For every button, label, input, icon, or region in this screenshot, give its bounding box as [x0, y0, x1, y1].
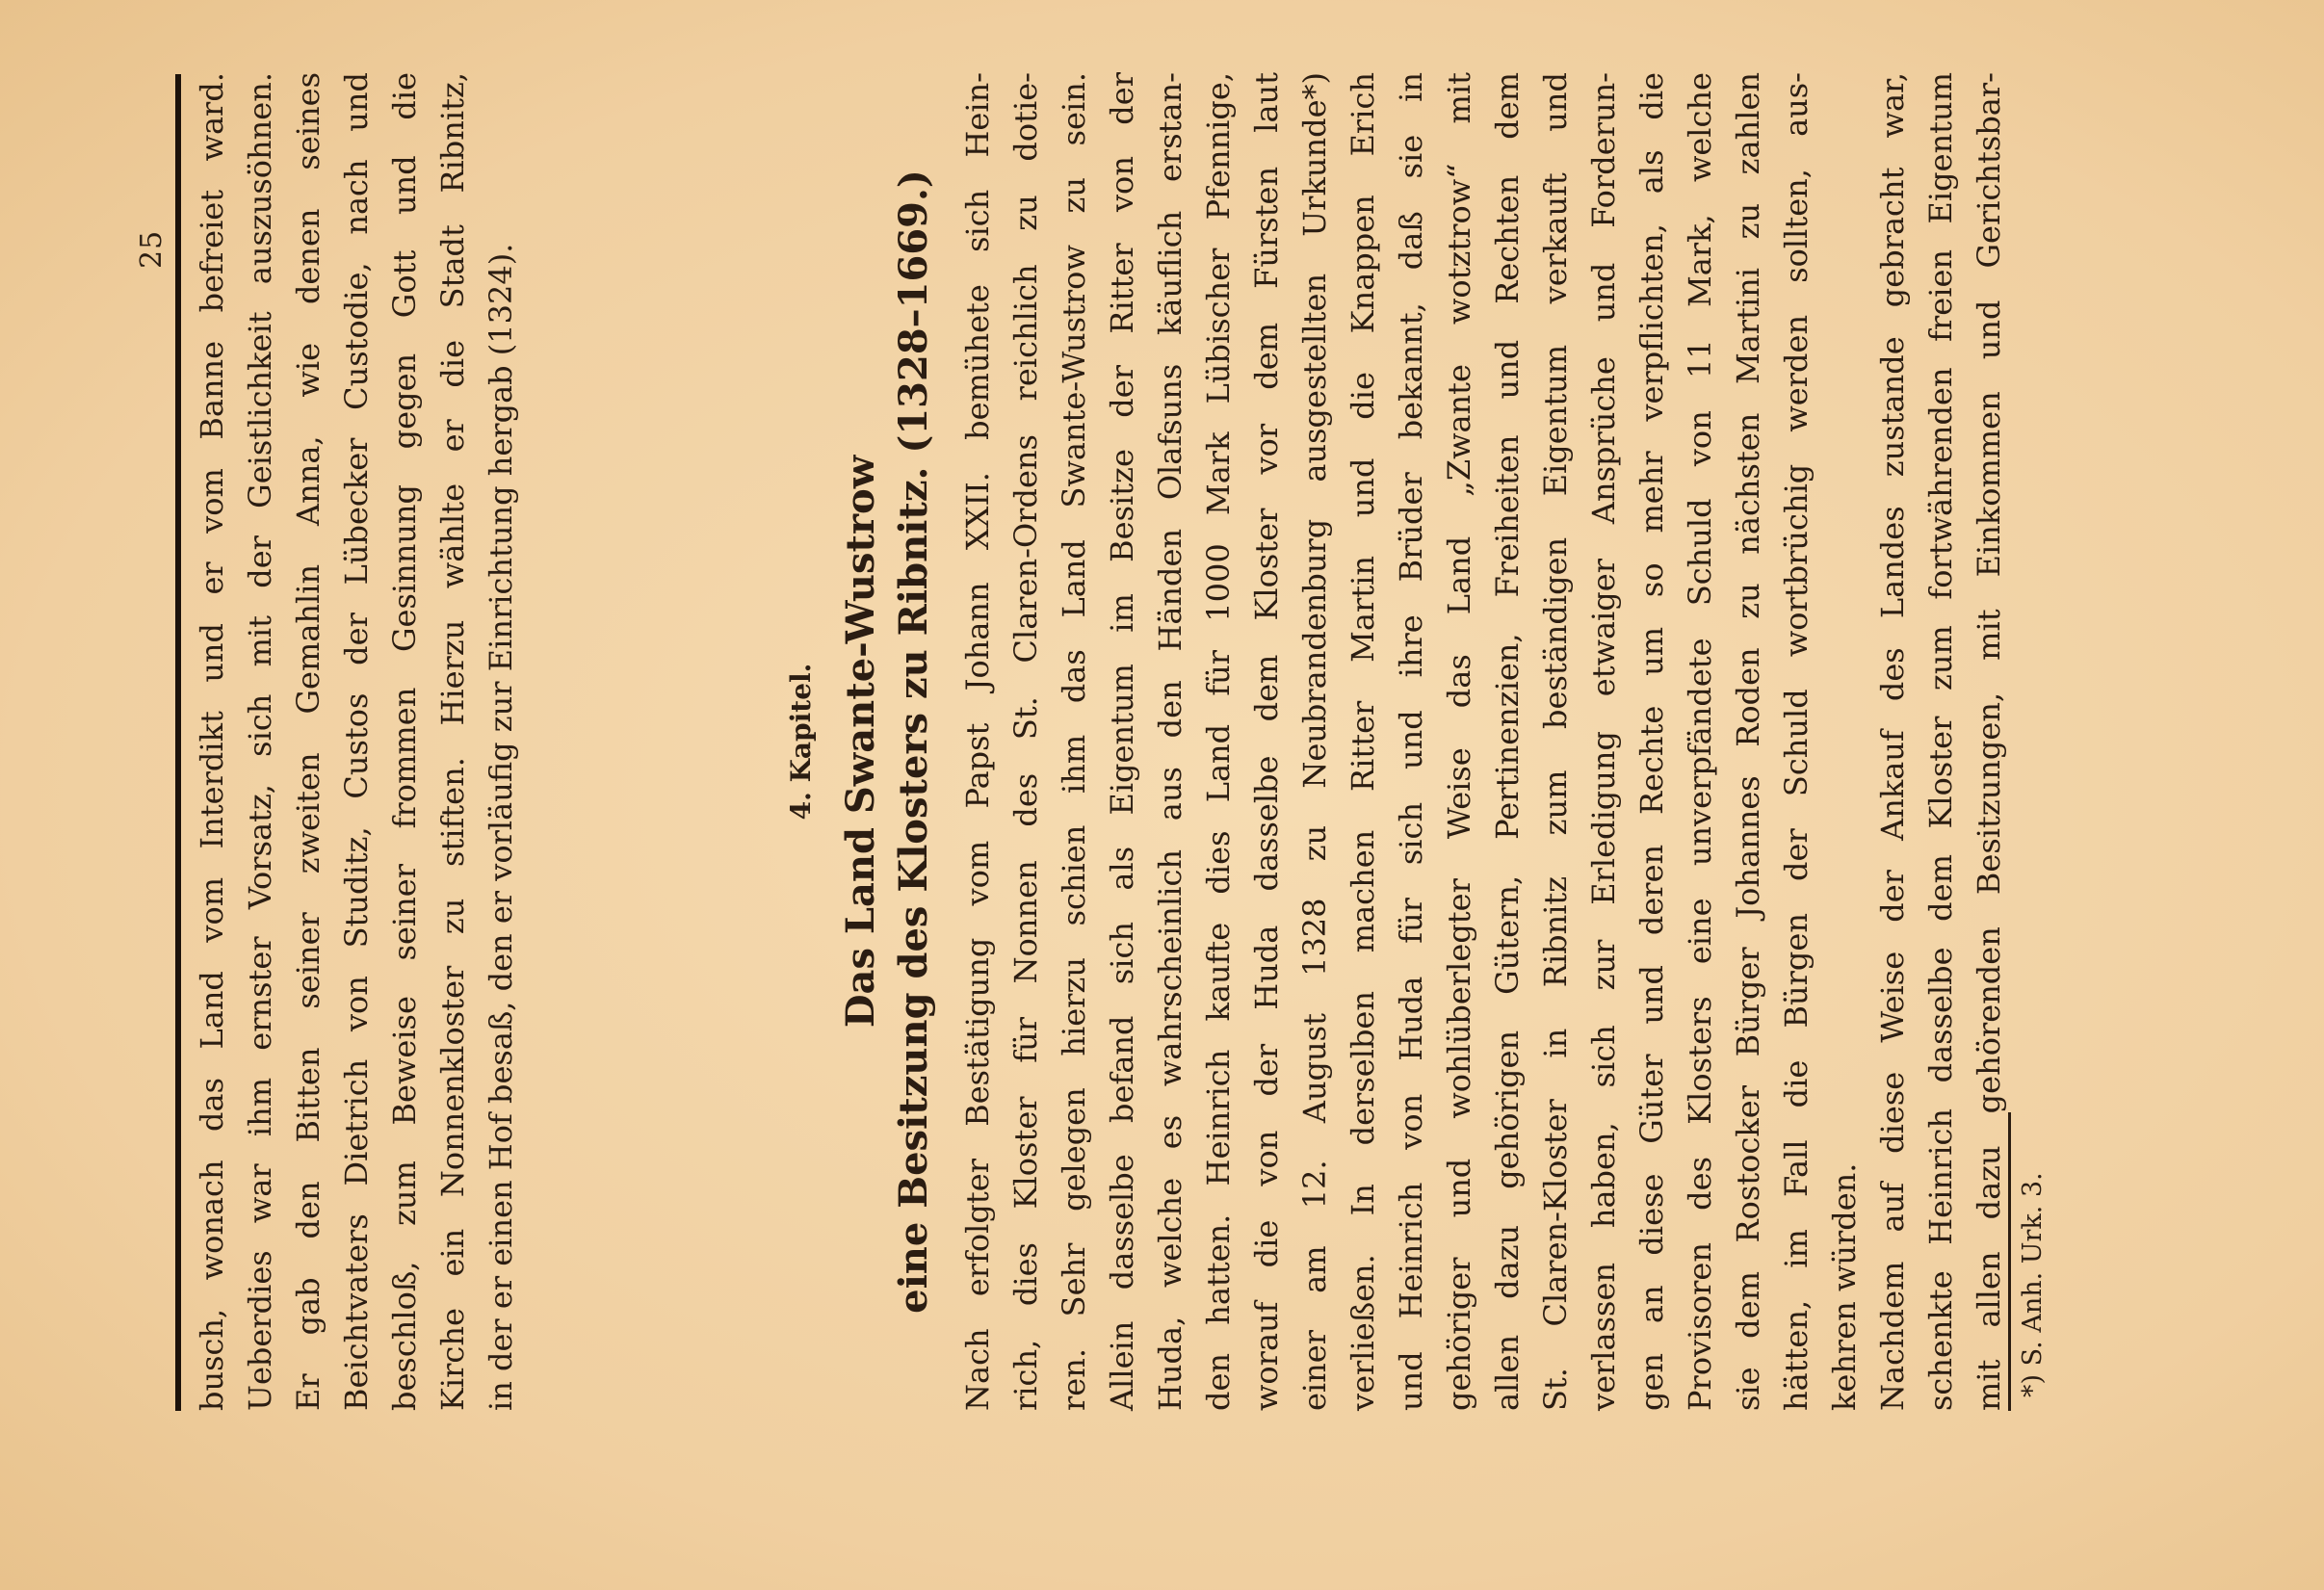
text-line: gen an diese Güter und deren Rechte um so mehr verpflichten, als die — [1633, 72, 1670, 1411]
text-line: verlassen haben, sich zur Erledigung etwaiger Ansprüche und Forderun- — [1585, 72, 1622, 1411]
text-line: busch, wonach das Land vom Interdikt und er vom Banne befreiet ward. — [194, 72, 230, 1411]
text-line: verließen. In derselben machen Ritter Martin und die Knappen Erich — [1345, 72, 1381, 1411]
text-line: einer am 12. August 1328 zu Neubrandenburg ausgestellten Urkunde*) — [1296, 72, 1333, 1411]
header-rule — [175, 74, 181, 1411]
text-line: den hatten. Heinrich kaufte dies Land für 1000 Mark Lübischer Pfennige, — [1200, 72, 1237, 1411]
text-line: Allein dasselbe befand sich als Eigentum im Besitze der Ritter von der — [1104, 72, 1140, 1411]
text-line: Ueberdies war ihm ernster Vorsatz, sich mit der Geistlichkeit auszusöhnen. — [242, 72, 278, 1411]
footnote-rule — [2008, 1112, 2011, 1411]
text-line: Provisoren des Klosters eine unverpfändete Schuld von 11 Mark, welche — [1682, 72, 1718, 1411]
text-line: schenkte Heinrich dasselbe dem Kloster zum fortwährenden freien Eigentum — [1922, 72, 1959, 1411]
text-line: mit allen dazu gehörenden Besitzungen, mit Einkommen und Gerichtsbar- — [1971, 72, 2007, 1411]
chapter-title: Das Land Swante-Wustrow — [838, 455, 883, 1029]
chapter-subtitle: eine Besitzung des Klosters zu Ribnitz. (1328–1669.) — [891, 169, 936, 1314]
page-number: 25 — [135, 229, 169, 269]
top-paragraph — [188, 72, 525, 1411]
closing-paragraph — [1868, 72, 2013, 1411]
text-line: hätten, im Fall die Bürgen der Schuld wortbrüchig werden sollten, aus- — [1778, 72, 1815, 1411]
text-line: Er gab den Bitten seiner zweiten Gemahlin Anna, wie denen seines — [290, 72, 326, 1411]
text-line: ren. Sehr gelegen hierzu schien ihm das Land Swante-Wustrow zu sein. — [1056, 72, 1092, 1411]
chapter-label: 4. Kapitel. — [785, 663, 817, 821]
text-line: Beichtvaters Dietrich von Studitz, Custos der Lübecker Custodie, nach und — [338, 72, 375, 1411]
chapter-paragraph — [953, 72, 1868, 1411]
text-line: allen dazu gehörigen Gütern, Pertinenzien, Freiheiten und Rechten dem — [1489, 72, 1526, 1411]
text-line: rich, dies Kloster für Nonnen des St. Claren-Ordens reichlich zu dotie- — [1007, 72, 1044, 1411]
text-line: kehren würden. — [1826, 1162, 1863, 1411]
text-line: beschloß, zum Beweise seiner frommen Gesinnung gegen Gott und die — [386, 72, 423, 1411]
text-line: St. Claren-Kloster in Ribnitz zum beständigen Eigentum verkauft und — [1537, 72, 1574, 1411]
text-line: worauf die von der Huda dasselbe dem Kloster vor dem Fürsten laut — [1248, 72, 1285, 1411]
text-line: sie dem Rostocker Bürger Johannes Roden zu nächsten Martini zu zahlen — [1730, 72, 1766, 1411]
text-line: in der er einen Hof besaß, den er vorläufig zur Einrichtung hergab (1324). — [483, 243, 519, 1411]
text-line: Nach erfolgter Bestätigung vom Papst Johann XXII. bemühete sich Hein- — [959, 72, 996, 1411]
text-line: gehöriger und wohlüberlegter Weise das Land „Zwante wotztrow“ mit — [1441, 72, 1477, 1411]
footnote: *) S. Anh. Urk. 3. — [2018, 1172, 2048, 1397]
text-line: Nachdem auf diese Weise der Ankauf des Landes zustande gebracht war, — [1874, 72, 1911, 1411]
text-line: und Heinrich von Huda für sich und ihre Brüder bekannt, daß sie in — [1393, 72, 1429, 1411]
text-line: Huda, welche es wahrscheinlich aus den Händen Olafsuns käuflich erstan- — [1152, 72, 1188, 1411]
text-line: Kirche ein Nonnenkloster zu stiften. Hierzu wählte er die Stadt Ribnitz, — [434, 72, 471, 1411]
